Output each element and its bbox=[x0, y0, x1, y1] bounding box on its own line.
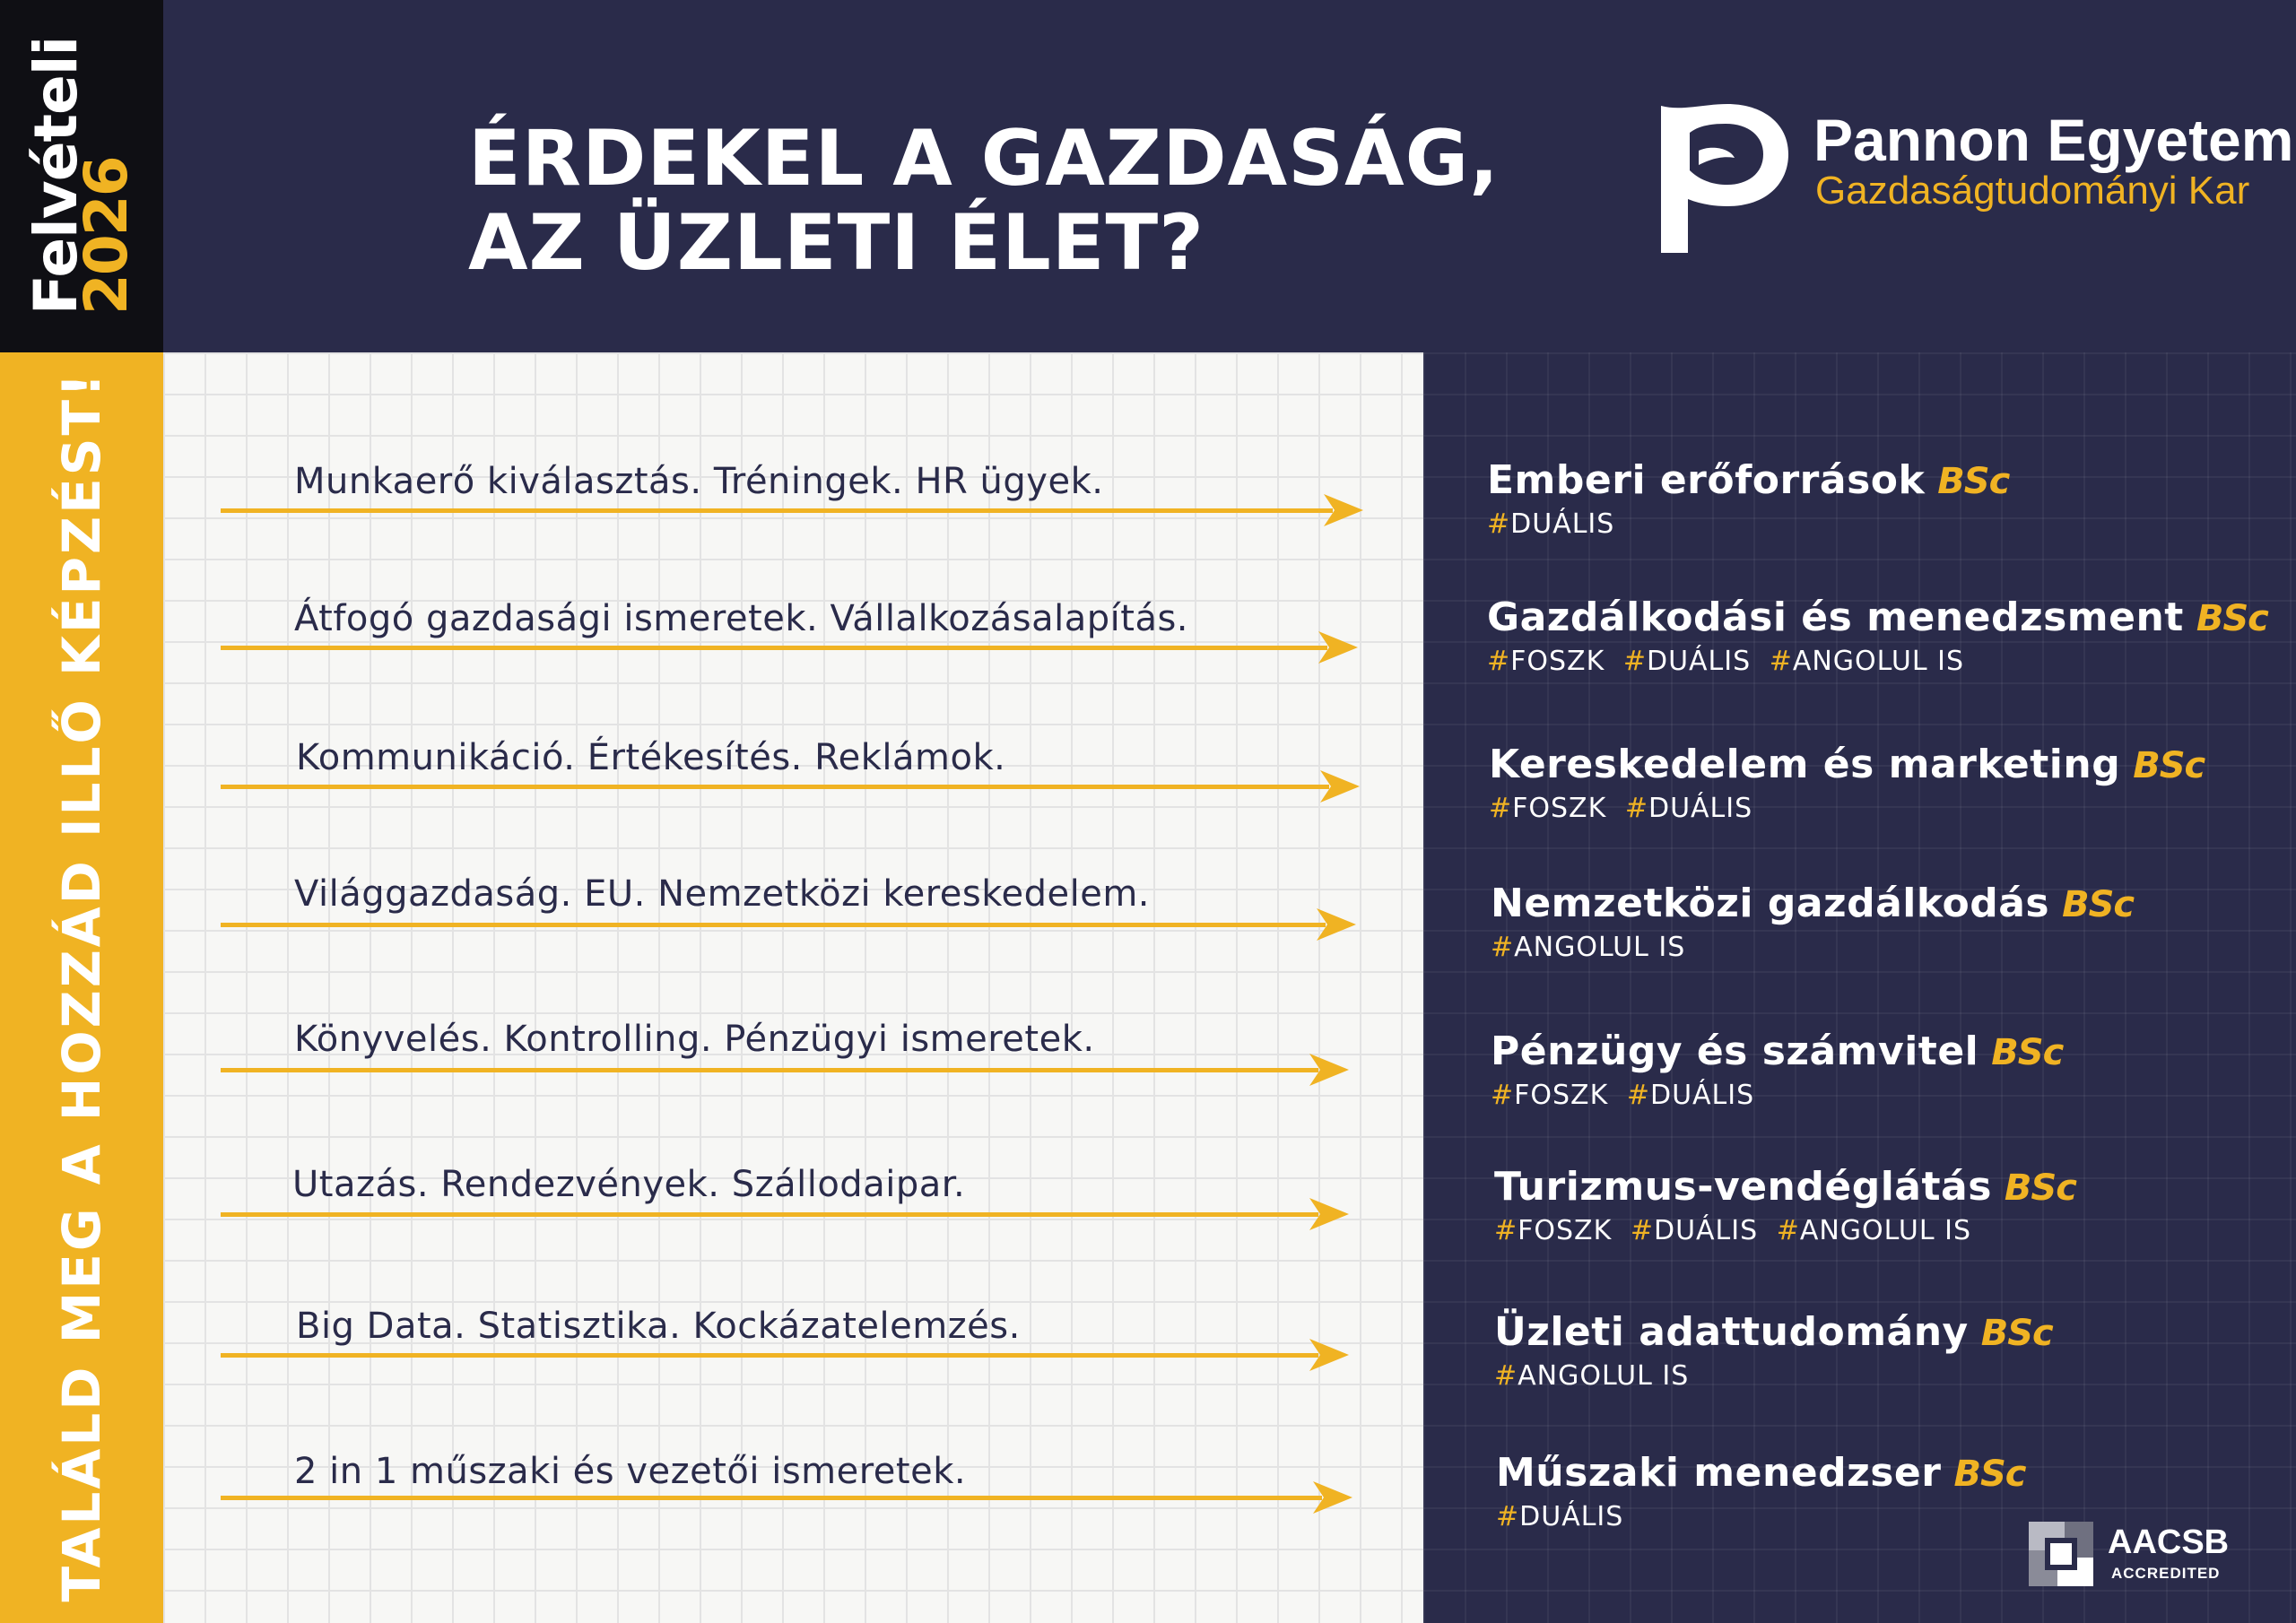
corner-label-text bbox=[22, 36, 141, 316]
description-panel bbox=[163, 352, 1423, 1623]
program-name: Turizmus-vendéglátás bbox=[1494, 1164, 1992, 1210]
bsc-badge: BSc bbox=[2133, 745, 2205, 786]
row-description: Kommunikáció. Értékesítés. Reklámok. bbox=[296, 737, 1006, 778]
arrow-right-icon bbox=[221, 1337, 1351, 1373]
program-uzleti-adattudomany bbox=[1494, 1309, 2053, 1392]
arrow-right-icon bbox=[221, 629, 1360, 665]
row-description: 2 in 1 műszaki és vezetői ismeretek. bbox=[294, 1451, 967, 1492]
program-penzugy-es-szamvitel bbox=[1491, 1028, 2063, 1111]
bsc-badge: BSc bbox=[2196, 598, 2268, 639]
pannon-p-logo-icon bbox=[1652, 99, 1796, 260]
program-tag: #FOSZK bbox=[1489, 793, 1607, 824]
program-tag: #ANGOLUL IS bbox=[1776, 1215, 1971, 1246]
aacsb-accreditation bbox=[2029, 1522, 2235, 1590]
brand-subtitle: Gazdaságtudományi Kar bbox=[1815, 169, 2250, 213]
arrow-right-icon bbox=[221, 1196, 1351, 1232]
program-tag: #ANGOLUL IS bbox=[1494, 1360, 1690, 1392]
row-description: Munkaerő kiválasztás. Tréningek. HR ügyek. bbox=[294, 461, 1104, 502]
program-name: Pénzügy és számvitel bbox=[1491, 1028, 1979, 1074]
side-slogan: TALÁLD MEG A HOZZÁD ILLŐ KÉPZÉST! bbox=[51, 370, 112, 1602]
arrow-right-icon bbox=[221, 907, 1358, 942]
row-description: Big Data. Statisztika. Kockázatelemzés. bbox=[296, 1306, 1021, 1347]
header bbox=[163, 0, 2296, 352]
bsc-badge: BSc bbox=[1980, 1313, 2053, 1354]
row-description: Könyvelés. Kontrolling. Pénzügyi ismeretek. bbox=[294, 1019, 1095, 1060]
program-tags bbox=[1491, 1080, 2063, 1111]
program-name: Emberi erőforrások bbox=[1487, 457, 1926, 503]
program-tag: #DUÁLIS bbox=[1626, 1080, 1755, 1111]
program-tag: #ANGOLUL IS bbox=[1769, 646, 1964, 677]
brand-name: Pannon Egyetem bbox=[1813, 107, 2294, 173]
program-muszaki-menedzser bbox=[1496, 1450, 2025, 1532]
aacsb-sub: ACCREDITED bbox=[2111, 1565, 2221, 1582]
program-tag: #DUÁLIS bbox=[1622, 646, 1752, 677]
program-name: Műszaki menedzser bbox=[1496, 1450, 1942, 1496]
bsc-badge: BSc bbox=[2062, 884, 2135, 925]
program-name: Gazdálkodási és menedzsment bbox=[1487, 595, 2184, 640]
program-turizmus-vendeglatas bbox=[1494, 1164, 2076, 1246]
program-tags bbox=[1489, 793, 2205, 824]
program-panel bbox=[1423, 352, 2296, 1623]
program-tag: #FOSZK bbox=[1494, 1215, 1613, 1246]
program-tags bbox=[1487, 508, 2009, 540]
program-name: Nemzetközi gazdálkodás bbox=[1491, 881, 2050, 926]
arrow-right-icon bbox=[221, 492, 1365, 528]
arrow-right-icon bbox=[221, 1480, 1354, 1515]
program-name: Kereskedelem és marketing bbox=[1489, 742, 2121, 787]
program-tag: #DUÁLIS bbox=[1487, 508, 1615, 540]
program-tag: #DUÁLIS bbox=[1630, 1215, 1759, 1246]
headline bbox=[468, 114, 1500, 288]
row-description: Világgazdaság. EU. Nemzetközi kereskedelem. bbox=[294, 873, 1150, 915]
row-description: Utazás. Rendezvények. Szállodaipar. bbox=[292, 1164, 966, 1205]
program-tags bbox=[1494, 1215, 2076, 1246]
program-kereskedelem-es-marketing bbox=[1489, 742, 2205, 824]
bsc-badge: BSc bbox=[1991, 1032, 2064, 1073]
program-tags bbox=[1494, 1360, 2053, 1392]
headline-line-2: AZ ÜZLETI ÉLET? bbox=[468, 198, 1205, 288]
corner-label bbox=[0, 0, 163, 352]
arrow-right-icon bbox=[221, 1052, 1351, 1088]
headline-line-1: ÉRDEKEL A GAZDASÁG, bbox=[468, 114, 1500, 204]
corner-word-year: 2026 bbox=[72, 157, 141, 316]
program-tag: #ANGOLUL IS bbox=[1491, 932, 1686, 963]
program-tags bbox=[1491, 932, 2134, 963]
program-tag: #DUÁLIS bbox=[1624, 793, 1753, 824]
row-description: Átfogó gazdasági ismeretek. Vállalkozásalapítás. bbox=[294, 598, 1189, 639]
arrow-right-icon bbox=[221, 768, 1361, 804]
aacsb-mark-icon bbox=[2029, 1522, 2093, 1586]
program-tag: #FOSZK bbox=[1487, 646, 1605, 677]
program-tag: #FOSZK bbox=[1491, 1080, 1609, 1111]
program-name: Üzleti adattudomány bbox=[1494, 1309, 1969, 1355]
bsc-badge: BSc bbox=[1953, 1454, 2026, 1495]
program-emberi-eroforrasok bbox=[1487, 457, 2009, 540]
corner-word-felveteli: Felvételi bbox=[22, 36, 91, 316]
bsc-badge: BSc bbox=[2004, 1167, 2076, 1209]
program-tags bbox=[1496, 1501, 2025, 1532]
program-nemzetkozi-gazdalkodas bbox=[1491, 881, 2134, 963]
program-tag: #DUÁLIS bbox=[1496, 1501, 1624, 1532]
program-tags bbox=[1487, 646, 2268, 677]
bsc-badge: BSc bbox=[1937, 461, 2010, 502]
aacsb-name: AACSB bbox=[2108, 1523, 2230, 1561]
program-gazdalkodasi-es-menedzsment bbox=[1487, 595, 2268, 677]
